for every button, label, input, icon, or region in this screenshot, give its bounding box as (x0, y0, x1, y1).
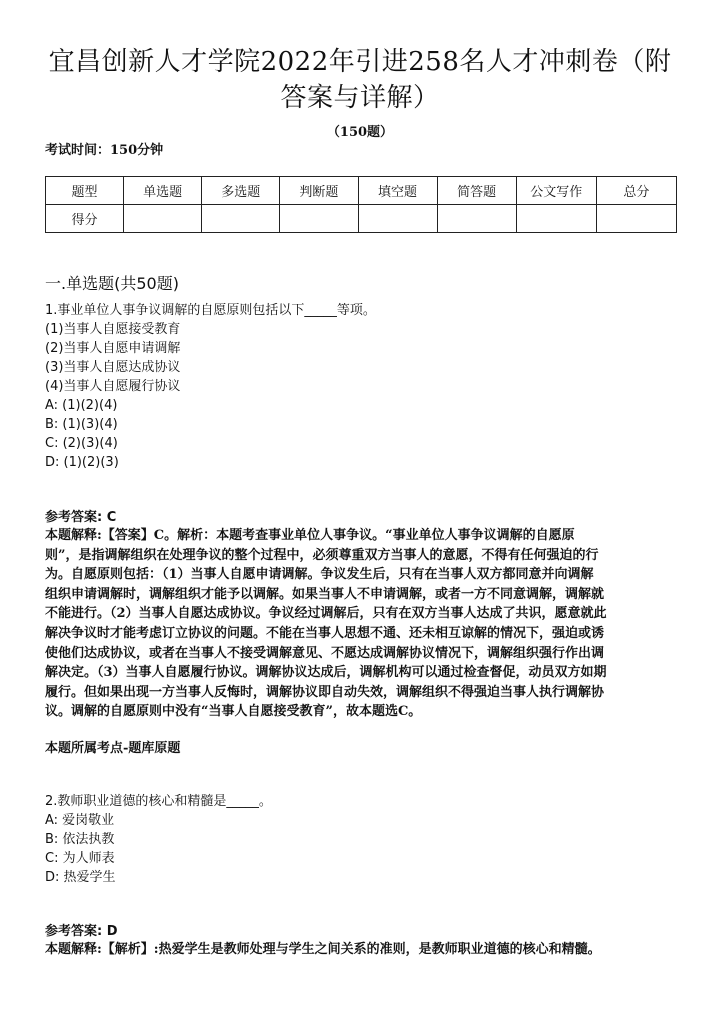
score-cell (516, 205, 596, 233)
score-header-cell: 公文写作 (516, 177, 596, 205)
section-title: 一.单选题(共50题) (45, 274, 179, 293)
question-item: (2)当事人自愿申请调解 (45, 341, 181, 356)
score-header-cell: 总分 (596, 177, 676, 205)
question-2 (45, 792, 680, 887)
explanation-line: 则”，是指调解组织在处理争议的整个过程中，必须尊重双方当事人的意愿，不得有任何强迫的行 (45, 547, 599, 563)
question-stem: 1.事业单位人事争议调解的自愿原则包括以下_____等项。 (45, 303, 376, 318)
score-cell (437, 205, 516, 233)
score-header-cell: 题型 (46, 177, 124, 205)
explanation-line: 为。自愿原则包括：（1）当事人自愿申请调解。争议发生后，只有在当事人双方都同意并向调解 (45, 567, 594, 583)
title-line-1: 宜昌创新人才学院2022年引进258名人才冲刺卷（附 (48, 47, 672, 77)
answer-2: 参考答案: D (45, 924, 118, 939)
document-title (40, 44, 680, 116)
score-header-cell: 判断题 (280, 177, 358, 205)
score-header-cell: 单选题 (124, 177, 202, 205)
score-table-header-row (46, 177, 677, 205)
question-stem: 2.教师职业道德的核心和精髓是_____。 (45, 794, 272, 809)
score-header-cell: 填空题 (358, 177, 437, 205)
explanation-1 (45, 526, 680, 722)
option-c: C: (2)(3)(4) (45, 436, 118, 451)
score-table (45, 176, 677, 233)
question-item: (1)当事人自愿接受教育 (45, 322, 181, 337)
explanation-line: 使他们达成协议，或者在当事人不接受调解意见、不愿达成调解协议情况下，调解组织强行作出调 (45, 645, 605, 661)
explanation-line: 履行。但如果出现一方当事人反悔时，调解协议即自动失效，调解组织不得强迫当事人执行调解协 (45, 684, 605, 700)
option-d: D: 热爱学生 (45, 870, 116, 885)
answer-1: 参考答案: C (45, 510, 117, 525)
exam-time: 考试时间：150分钟 (45, 143, 164, 158)
score-header-cell: 多选题 (202, 177, 280, 205)
question-item: (4)当事人自愿履行协议 (45, 379, 181, 394)
option-a: A: (1)(2)(4) (45, 398, 118, 413)
score-header-cell: 简答题 (437, 177, 516, 205)
question-1 (45, 301, 680, 472)
explanation-line: 解决争议时才能考虑订立协议的问题。不能在当事人思想不通、还未相互谅解的情况下，强迫或诱 (45, 625, 605, 641)
explanation-2 (45, 940, 680, 960)
option-b: B: (1)(3)(4) (45, 417, 118, 432)
explanation-line: 本题解释:【答案】C。解析：本题考查事业单位人事争议。“事业单位人事争议调解的自愿原 (45, 528, 575, 543)
question-item: (3)当事人自愿达成协议 (45, 360, 181, 375)
option-b: B: 依法执教 (45, 832, 115, 847)
score-table-score-row (46, 205, 677, 233)
score-cell (596, 205, 676, 233)
question-count: （150题） (326, 125, 394, 140)
explanation-line: 不能进行。（2）当事人自愿达成协议。争议经过调解后，只有在双方当事人达成了共识，愿意就此 (45, 606, 607, 622)
option-d: D: (1)(2)(3) (45, 455, 119, 470)
score-cell (202, 205, 280, 233)
explanation-line: 组织申请调解时，调解组织才能予以调解。如果当事人不申请调解，或者一方不同意调解，调解就 (45, 586, 605, 602)
topic-label: 本题所属考点-题库原题 (45, 741, 181, 756)
score-row-label: 得分 (46, 205, 124, 233)
explanation-line: 议。调解的自愿原则中没有“当事人自愿接受教育”，故本题选C。 (45, 704, 422, 720)
explanation-line: 解决定。（3）当事人自愿履行协议。调解协议达成后，调解机构可以通过检查督促，动员双方如期 (45, 665, 607, 681)
score-cell (124, 205, 202, 233)
title-line-2: 答案与详解） (280, 83, 440, 113)
score-cell (358, 205, 437, 233)
option-a: A: 爱岗敬业 (45, 813, 115, 828)
score-cell (280, 205, 358, 233)
option-c: C: 为人师表 (45, 851, 115, 866)
explanation-line: 本题解释:【解析】:热爱学生是教师处理与学生之间关系的准则，是教师职业道德的核心和精髓。 (45, 942, 601, 957)
